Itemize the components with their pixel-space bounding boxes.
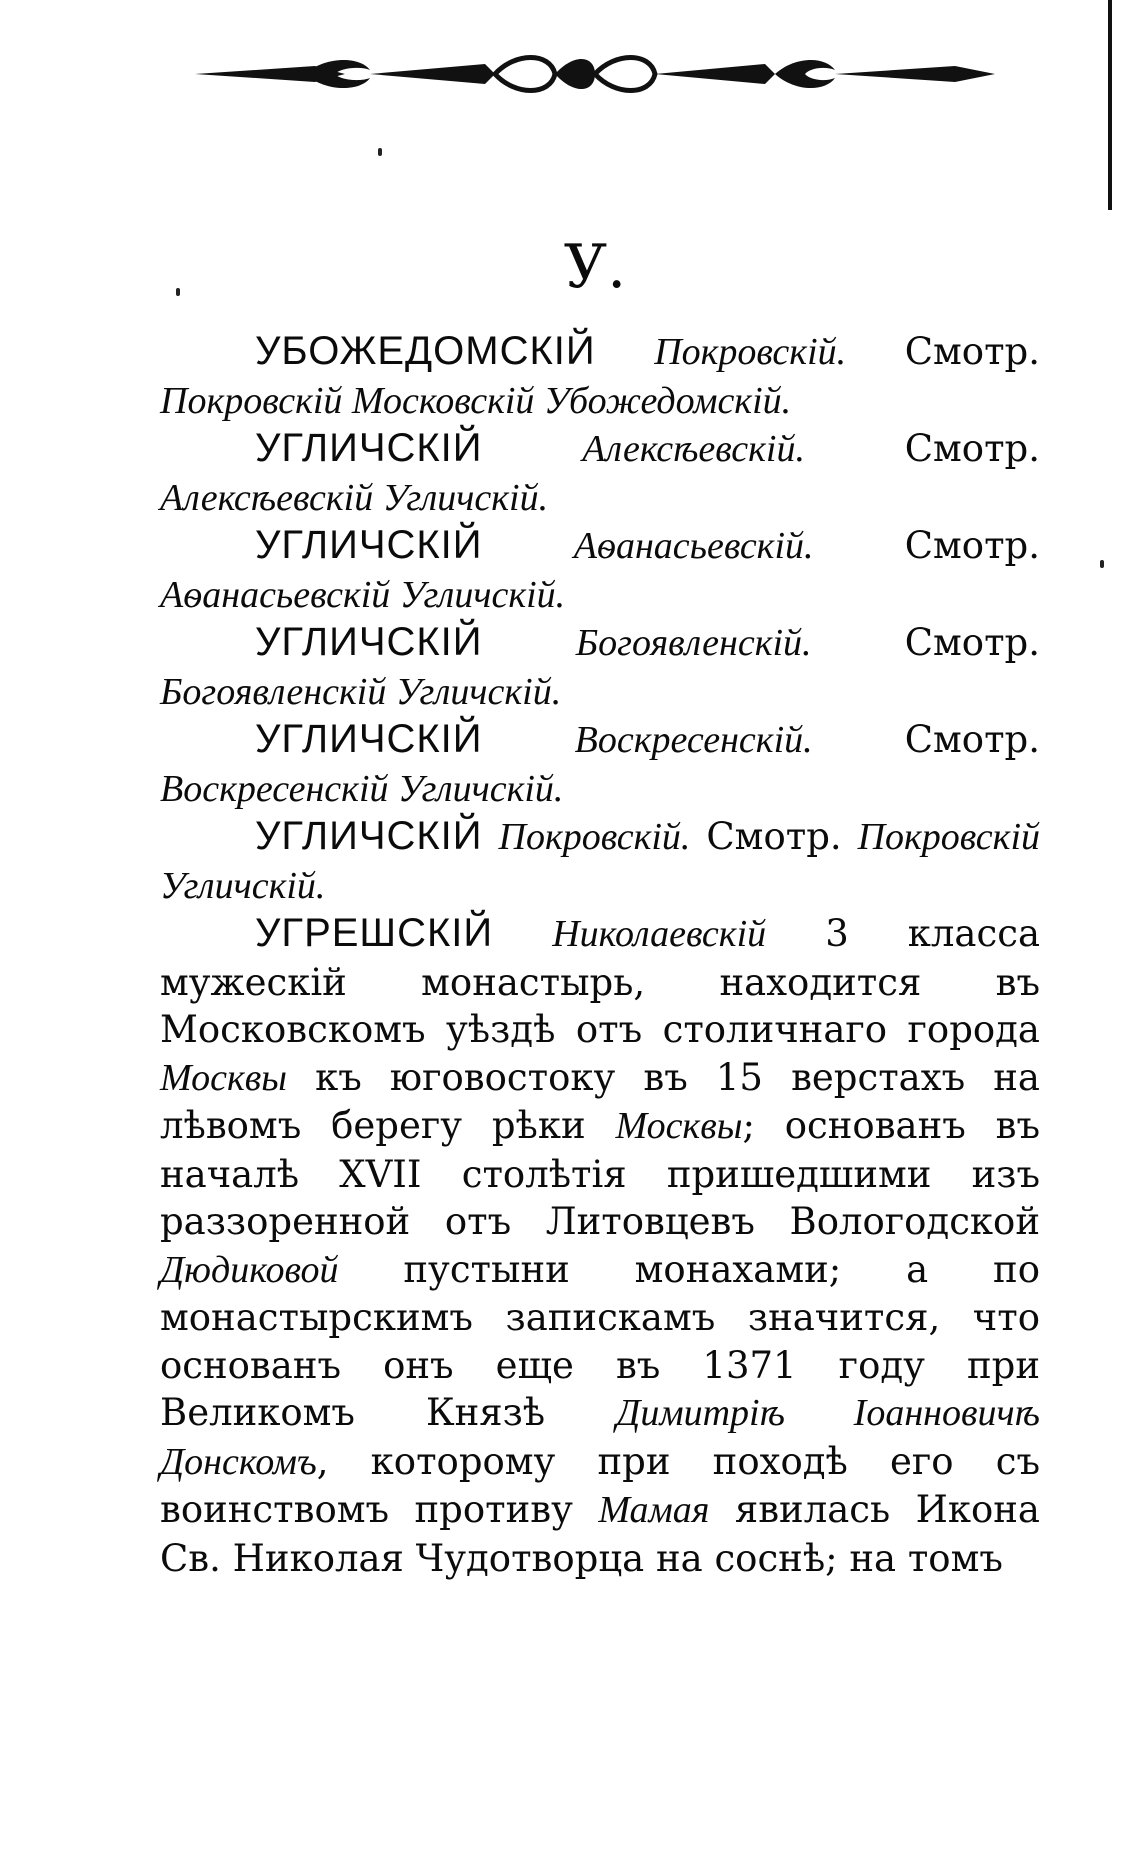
entry-italic-text: Димитріѣ Іоанновичѣ Донскомъ <box>160 1392 1040 1483</box>
entry-italic-text: Москвы <box>160 1056 287 1099</box>
entry-italic-text: Мамая <box>598 1489 710 1531</box>
entry-text: ; основанъ въ началѣ XVII столѣтія пришедшими изъ раззоренной отъ Литовцевъ Вологодской <box>160 1104 1040 1243</box>
entry-text: пустыни монахами; а по монастырскимъ запискамъ значится, что основанъ онъ еще въ 1371 году при Великомъ Князѣ <box>160 1247 1040 1434</box>
entry-italic-text: Николаевскій <box>552 913 767 955</box>
entry-headword: УГЛИЧСКІЙ <box>255 717 483 761</box>
entry-italic-text: Воскресенскій Угличскій. <box>160 767 564 810</box>
entry-text: къ юговостоку въ 15 верстахъ на лѣвомъ берегу рѣки <box>160 1055 1040 1147</box>
dictionary-entry <box>160 813 1040 910</box>
entry-text: 3 класса мужескій монастырь, находится въ Московскомъ уѣздѣ отъ столичнаго города <box>160 912 1040 1051</box>
page-edge-mark <box>1108 0 1112 210</box>
entry-text: Смотр. <box>846 330 1040 373</box>
entry-italic-text: Покровскій Московскій Убожедомскій. <box>160 379 792 422</box>
entry-text: Смотр. <box>812 718 1040 761</box>
entry-italic-text: Воскресенскій. <box>574 719 813 761</box>
dictionary-entry <box>160 910 1040 1582</box>
entry-italic-text: Покровскій. <box>654 331 847 373</box>
entry-italic-text: Богоявленскій. <box>575 622 812 664</box>
entry-italic-text: Аѳанасьевскій. <box>573 525 814 567</box>
entry-text: Смотр. <box>804 427 1040 470</box>
entry-italic-text: Алексѣевскій. <box>582 428 805 470</box>
entry-headword: УГРЕШСКІЙ <box>255 911 494 955</box>
entry-headword: УГЛИЧСКІЙ <box>255 814 483 858</box>
entry-italic-text: Покровскій. <box>498 816 691 858</box>
dictionary-entry <box>160 522 1040 619</box>
entry-italic-text: Москвы <box>615 1105 743 1147</box>
entry-headword: УГЛИЧСКІЙ <box>255 523 483 567</box>
dictionary-entry <box>160 716 1040 813</box>
dictionary-entry <box>160 425 1040 522</box>
print-speck <box>378 148 382 156</box>
print-speck <box>176 288 180 296</box>
entry-italic-text: Аѳанасьевскій Угличскій. <box>160 573 566 616</box>
entry-italic-text: Алексѣевскій Угличскій. <box>160 476 549 519</box>
dictionary-entry <box>160 619 1040 716</box>
dictionary-text <box>160 328 1040 1582</box>
entry-italic-text: Богоявленскій Угличскій. <box>160 670 562 713</box>
entry-text: Смотр. <box>813 524 1040 567</box>
decorative-headpiece-ornament <box>195 48 995 100</box>
entry-text: , которому при походѣ его съ воинствомъ противу <box>160 1439 1040 1531</box>
entry-headword: УГЛИЧСКІЙ <box>255 426 483 470</box>
print-speck <box>1100 560 1104 568</box>
entry-italic-text: Покровскій Угличскій. <box>160 816 1041 907</box>
entry-text: Смотр. <box>811 621 1041 664</box>
entry-text: явилась Икона Св. Николая Чудотворца на соснѣ; на томъ <box>160 1488 1040 1580</box>
section-letter: У. <box>563 232 627 302</box>
entry-headword: УБОЖЕДОМСКІЙ <box>255 329 596 373</box>
dictionary-entry <box>160 328 1040 425</box>
entry-italic-text: Дюдиковой <box>160 1248 339 1291</box>
entry-headword: УГЛИЧСКІЙ <box>255 620 483 664</box>
entry-text: Смотр. <box>690 815 858 858</box>
